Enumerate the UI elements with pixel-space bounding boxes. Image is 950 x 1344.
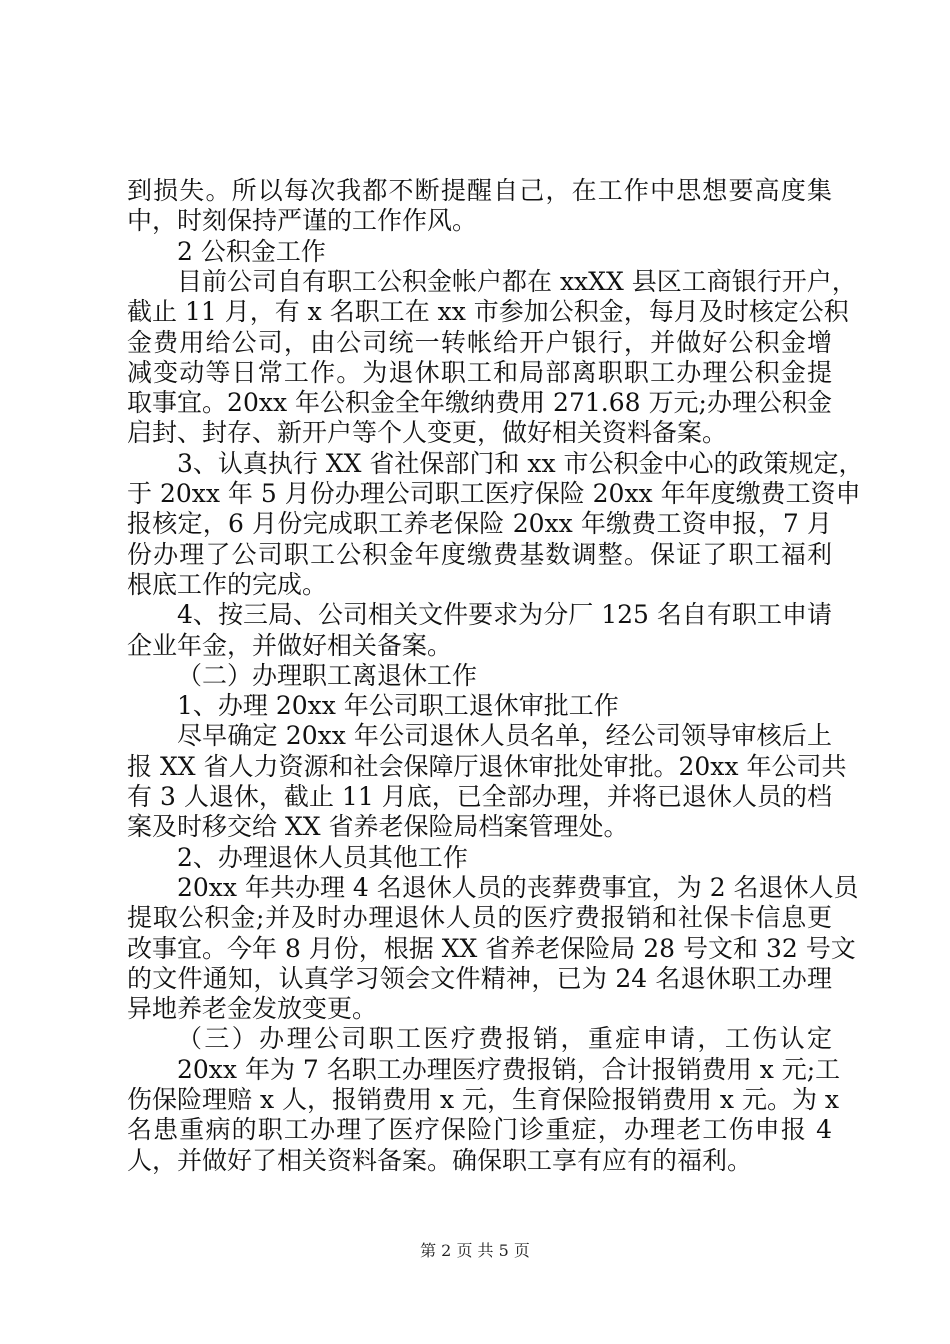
section-heading: （三）办理公司职工医疗费报销，重症申请，工伤认定 (177, 1024, 832, 1054)
text-line: 启封、封存、新开户等个人变更，做好相关资料备案。 (127, 418, 728, 448)
text-line: 案及时移交给 XX 省养老保险局档案管理处。 (127, 812, 629, 842)
text-line: 伤保险理赔 x 人，报销费用 x 元，生育保险报销费用 x 元。为 x (127, 1085, 840, 1114)
text-line: 截止 11 月，有 x 名职工在 xx 市参加公积金，每月及时核定公积 (127, 297, 849, 327)
text-line: 人，并做好了相关资料备案。确保职工享有应有的福利。 (127, 1145, 753, 1175)
text-line: 到损失。所以每次我都不断提醒自己，在工作中思想要高度集 (127, 176, 832, 205)
text-line: 根底工作的完成。 (127, 569, 328, 599)
text-line: 4、按三局、公司相关文件要求为分厂 125 名自有职工申请 (177, 600, 832, 630)
text-line: 取事宜。20xx 年公积金全年缴纳费用 271.68 万元;办理公积金 (127, 388, 832, 418)
text-line: 的文件通知，认真学习领会文件精神，已为 24 名退休职工办理 (127, 963, 832, 993)
text-line: 减变动等日常工作。为退休职工和局部离职职工办理公积金提 (127, 357, 832, 387)
text-line: 20xx 年为 7 名职工办理医疗费报销，合计报销费用 x 元;工 (177, 1054, 841, 1084)
text-line: 名患重病的职工办理了医疗保险门诊重症，办理老工伤申报 4 (127, 1115, 832, 1145)
text-line: 金费用给公司，由公司统一转帐给开户银行，并做好公积金增 (127, 327, 832, 357)
text-line: 报核定，6 月份完成职工养老保险 20xx 年缴费工资申报，7 月 (127, 509, 832, 539)
text-line: 有 3 人退休，截止 11 月底，已全部办理，并将已退休人员的档 (127, 782, 832, 811)
text-line: 中，时刻保持严谨的工作作风。 (127, 206, 478, 236)
page-footer: 第 2 页 共 5 页 (420, 1241, 530, 1260)
text-line: 于 20xx 年 5 月份办理公司职工医疗保险 20xx 年年度缴费工资申 (127, 479, 861, 508)
section-heading: （二）办理职工离退休工作 (177, 660, 478, 690)
subsection-heading: 1、办理 20xx 年公司职工退休审批工作 (177, 691, 619, 721)
subsection-heading: 2、办理退休人员其他工作 (177, 842, 468, 872)
text-line: 企业年金，并做好相关备案。 (127, 630, 453, 660)
text-line: 改事宜。今年 8 月份，根据 XX 省养老保险局 28 号文和 32 号文 (127, 933, 856, 963)
text-line: 20xx 年共办理 4 名退休人员的丧葬费事宜，为 2 名退休人员 (177, 872, 859, 902)
text-line: 报 XX 省人力资源和社会保障厅退休审批处审批。20xx 年公司共 (127, 751, 847, 781)
text-line: 提取公积金;并及时办理退休人员的医疗费报销和社保卡信息更 (127, 903, 832, 933)
text-line: 3、认真执行 XX 省社保部门和 xx 市公积金中心的政策规定， (177, 448, 864, 478)
text-line: 异地养老金发放变更。 (127, 994, 378, 1024)
text-line: 目前公司自有职工公积金帐户都在 xxXX 县区工商银行开户， (177, 266, 857, 296)
text-line: 份办理了公司职工公积金年度缴费基数调整。保证了职工福利 (127, 539, 832, 569)
section-heading: 2 公积金工作 (177, 236, 326, 266)
text-line: 尽早确定 20xx 年公司退休人员名单，经公司领导审核后上 (177, 721, 832, 751)
